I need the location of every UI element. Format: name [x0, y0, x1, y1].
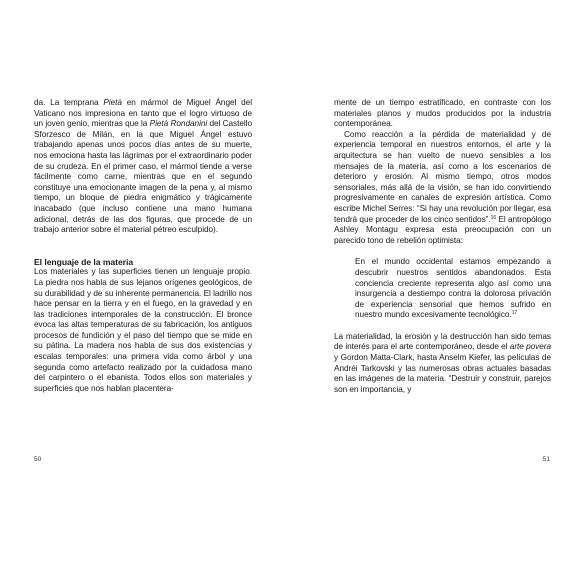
- artwork-title: Pietà Rondanini: [149, 119, 208, 129]
- section-spacer: [34, 236, 252, 257]
- text-run: La materialidad, la erosión y la destrucción han sido temas de interés para el arte contemporáneo, desde el: [334, 331, 551, 352]
- page-number-left: 50: [34, 456, 42, 463]
- right-text-column: [334, 98, 551, 395]
- left-paragraph-2: Los materiales y las superficies tienen un lenguaje propio. La piedra nos habla de sus lejanos orígenes geológicos, de su durabilidad y de su inherente permanencia. El ladrillo nos hace pensar en la tierra y en el fuego, en la gravedad y en las tradiciones intemporales de la construcción. El bronce evoca las altas temperaturas de su fabricación, los antiguos procesos de fundición y el paso del tiempo que se mide en su pátina. La madera nos habla de sus dos existencias y escalas temporales: una primera vida como árbol y una segunda como artefacto realizado por la cuidadosa mano del carpintero o el ebanista. Todos ellos son materiales y superficies que nos hablan placentera-: [34, 267, 252, 393]
- quote-text: En el mundo occidental estamos empezando a descubrir nuestros sentidos abandonados. Esta conciencia creciente representa algo así como una insurgencia a destiempo contra la dolorosa privación de experiencia sensorial que hemos sufrido en nuestro mundo excesivamente tecnológico.: [355, 257, 551, 320]
- right-page: [285, 0, 570, 570]
- section-heading: El lenguaje de la materia: [34, 256, 134, 267]
- text-run: Como reacción a la pérdida de materialidad y de experiencia temporal en nuestros entornos, el arte y la arquitectura se han vuelto de nuevo sensibles a los mensajes de la materia, así como a los escenarios de deterioro y erosión. Al mismo tiempo, otros modos sensoriales, más allá de la visión, se han ido convirtiendo progresivamente en canales de expresión artística. Como escribe Michel Serres: “Si hay una revolución por llegar, esa tendrá que proceder de los cinco sentidos”.: [334, 129, 551, 224]
- footnote-ref: 17: [511, 310, 518, 317]
- text-run: da. La temprana: [34, 98, 104, 107]
- artwork-title: Pietà: [103, 98, 122, 107]
- movement-name: arte povera: [509, 342, 551, 352]
- page-number-right: 51: [542, 456, 550, 463]
- text-run: en mármol de Miguel Ángel del Vaticano nos impresiona en tanto que el logro virtuoso de un joven genio, mientras que la: [34, 98, 252, 129]
- right-paragraph-3: [334, 332, 551, 396]
- right-paragraph-2: [334, 130, 551, 247]
- text-run: El antropólogo Ashley Montagu expresa esta preocupación con un parecido tono de rebelión optimista:: [334, 214, 552, 245]
- right-paragraph-1: mente de un tiempo estratificado, en contraste con los materiales planos y mudos producidos por la industria contemporánea.: [334, 98, 551, 129]
- left-text-column: [34, 98, 252, 394]
- text-run: del Castello Sforzesco de Milán, en la que Miguel Ángel estuvo trabajando apenas unos pocos días antes de su muerte, nos emociona hasta las lágrimas por el extraordinario poder de su crudeza. En el primer caso, el mármol tiende a verse fácilmente como carne, mientras que en el segundo constituye una emocionante imagen de la pena y, al mismo tiempo, un bloque de piedra enigmático y trágicamente inacabado (que incluso contiene una mano humana adicional, detrás de las dos figuras, que procede de un trabajo anterior sobre el material pétreo esculpido).: [34, 119, 253, 235]
- block-quote: [355, 257, 551, 321]
- left-paragraph-1: [34, 98, 252, 236]
- footnote-ref: 16: [490, 214, 497, 221]
- text-run: y Gordon Matta-Clark, hasta Anselm Kiefer, las películas de Andréi Tarkovski y las numerosas obras actuales basadas en las imágenes de la materia. “Destruir y construir, parejos son en importancia, y: [334, 353, 551, 394]
